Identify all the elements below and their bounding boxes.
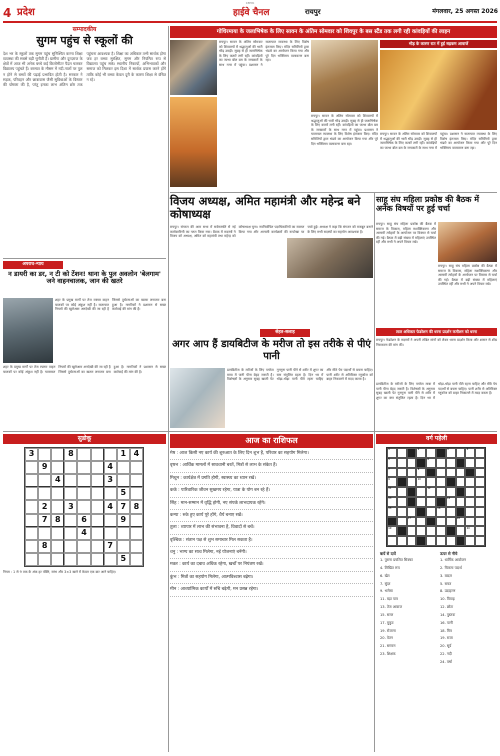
crossword-clue: 15. सरल	[380, 612, 394, 617]
sudoku-cell: 9	[117, 514, 130, 527]
sudoku-grid	[24, 447, 144, 567]
crossword-cell	[416, 517, 426, 527]
sudoku-cell	[104, 448, 117, 461]
sudoku-cell	[104, 487, 117, 500]
crossword-cell	[436, 477, 446, 487]
crossword-clue: 6. खेत	[380, 573, 390, 578]
crossword-clue: 7. सुंदर	[380, 581, 391, 586]
col-rule-1	[168, 26, 169, 752]
crossword-clue: 18. मित्र	[440, 628, 452, 633]
sudoku-cell	[104, 514, 117, 527]
health-body: डायबिटीज के मरीजों के लिए पर्याप्त मात्रा में पानी पीना बेहद जरूरी है। विशेषज्ञों के अनुसार सुबह खाली पेट गुनगुना पानी पीने से शरीर में शुगर का स्तर संतुलित रहता है। दिन भर में थोड़ा-थोड़ा पानी पीते रहना चाहिए और मीठे पेय पदार्थों से बचना चाहिए। पानी शरीर से अतिरिक्त ग्लूकोज को बाहर निकालने में मदद करता है।	[227, 368, 373, 382]
crossword-cell: 8	[416, 468, 426, 478]
horoscope-item: कन्या : रुके हुए कार्य पूरे होंगे, धैर्य बनाए रखें।	[170, 513, 373, 522]
sudoku-cell: 8	[64, 448, 77, 461]
crossword-cell	[397, 536, 407, 546]
sudoku-cell	[25, 527, 38, 540]
crossword-cell	[465, 487, 475, 497]
sudoku-cell	[25, 540, 38, 553]
crossword-clue: 17. मुकुट	[380, 620, 394, 625]
crossword-cell	[387, 536, 397, 546]
crossword-cell: 20	[465, 526, 475, 536]
crossword-clue: 16. पानी	[440, 620, 453, 625]
crossword-clue: 21. सम्मान	[380, 644, 396, 649]
sudoku-cell: 3	[64, 500, 77, 513]
city-name: रायपुर	[305, 8, 321, 16]
sudoku-cell	[117, 527, 130, 540]
sudoku-cell	[91, 461, 104, 474]
crossword-clue: 14. पुस्तक	[440, 612, 456, 617]
sudoku-cell: 7	[38, 514, 51, 527]
crime-body: शहर के प्रमुख मार्गों पर तेज रफ्तार वाहन चालकों पर कोई अंकुश नहीं है। यातायात नियमों की खुलेआम अनदेखी की जा रही है जिससे दुर्घटनाओं का खतरा लगातार बना हुआ है। नागरिकों ने प्रशासन से सख्त कार्रवाई की मांग की है।	[55, 298, 166, 312]
crossword-cell	[426, 477, 436, 487]
crossword-cell	[456, 497, 466, 507]
story3-sub-headline: लाल अधिकार फेडरेशन की धरना प्रदर्शन कमीशन को धरना	[376, 328, 497, 336]
sudoku-cell	[91, 500, 104, 513]
crime-body-cont: शहर के प्रमुख मार्गों पर तेज रफ्तार वाहन चालकों पर कोई अंकुश नहीं है। यातायात नियमों की खुलेआम अनदेखी की जा रही है जिससे दुर्घटनाओं का खतरा लगातार बना हुआ है। नागरिकों ने प्रशासन से सख्त कार्रवाई की मांग की है।	[3, 365, 166, 374]
sudoku-cell	[25, 514, 38, 527]
sudoku-cell	[64, 553, 77, 566]
editorial-block	[3, 26, 166, 256]
lead-body: रायपुर। सावन के अंतिम सोमवार को शिवालयों में श्रद्धालुओं की भारी भीड़ उमड़ी। सुबह से ही जलाभिषेक के लिए कतारें लगी रहीं। कांवड़ियों का जत्था बोल बम के जयकारों के साथ नगर में पहुंचा। प्रशासन ने यातायात व्यवस्था के लिए विशेष इंतजाम किए। मंदिर समितियों द्वारा भंडारे का आयोजन किया गया और पूरे दिन भक्तिमय वातावरण बना रहा।	[219, 40, 309, 67]
sudoku-cell: 3	[104, 474, 117, 487]
crossword-clue: 5. सफर	[440, 581, 452, 586]
crossword-cell	[426, 448, 436, 458]
sudoku-cell: 5	[117, 487, 130, 500]
health-body-right: डायबिटीज के मरीजों के लिए पर्याप्त मात्रा में पानी पीना बेहद जरूरी है। विशेषज्ञों के अनुसार सुबह खाली पेट गुनगुना पानी पीने से शरीर में शुगर का स्तर संतुलित रहता है। दिन भर में थोड़ा-थोड़ा पानी पीते रहना चाहिए और मीठे पेय पदार्थों से बचना चाहिए। पानी शरीर से अतिरिक्त ग्लूकोज को बाहर निकालने में मदद करता है।	[376, 382, 497, 400]
crossword-clue: 20. वेतन	[380, 636, 393, 641]
sudoku-cell	[130, 474, 143, 487]
crossword-cell	[465, 517, 475, 527]
sudoku-title: सुडोकू	[3, 434, 166, 444]
crime-label: अपराध-न्याय	[3, 261, 63, 269]
crossword-cell	[465, 477, 475, 487]
story2-photo	[287, 238, 373, 278]
crossword-clue: 2. चिकना पदार्थ	[440, 565, 462, 570]
sudoku-cell	[77, 461, 90, 474]
sudoku-cell	[38, 474, 51, 487]
crossword-cell	[436, 536, 446, 546]
lead-photo-left	[170, 40, 217, 95]
crossword-cell	[465, 497, 475, 507]
sudoku-cell	[104, 553, 117, 566]
crossword-cell	[397, 448, 407, 458]
lead-divider	[170, 192, 497, 193]
sudoku-cell	[117, 461, 130, 474]
crossword-cell	[387, 517, 397, 527]
crossword-clue: 8. उदाहरण	[440, 589, 456, 594]
crossword-clue: 23. शिक्षक	[380, 652, 396, 657]
story2-headline: विजय अध्यक्ष, अमित महामंत्री और महेन्द्र बने कोषाध्यक्ष	[170, 194, 361, 222]
crossword-cell	[397, 517, 407, 527]
crossword-cell	[416, 526, 426, 536]
crossword-clue: 19. राजा	[440, 636, 453, 641]
crossword-cell	[446, 477, 456, 487]
sudoku-cell	[77, 474, 90, 487]
crossword-cell: 14	[446, 497, 456, 507]
crossword-cell	[456, 536, 466, 546]
sudoku-cell	[77, 448, 90, 461]
crossword-cell: 1	[387, 448, 397, 458]
sudoku-cell	[25, 487, 38, 500]
sudoku-cell: 4	[51, 474, 64, 487]
sudoku-cell	[130, 553, 143, 566]
sudoku-cell	[25, 500, 38, 513]
lead-headline: गोधिरमाया के जलाभिषेक के लिए सावन के अंतिम सोमवार को शिवपुर के बस स्टैंड तक लगी रही कांवड़ियों की लाइन	[170, 26, 497, 38]
sudoku-cell	[25, 553, 38, 566]
sudoku-cell	[130, 514, 143, 527]
crossword-down	[440, 558, 497, 753]
crossword-cell: 9	[387, 477, 397, 487]
crossword-clue: 3. बादल	[440, 573, 452, 578]
crossword-cell	[475, 536, 485, 546]
crossword-cell	[475, 517, 485, 527]
crossword-cell	[416, 507, 426, 517]
sudoku-cell: 4	[104, 461, 117, 474]
crossword-cell	[456, 448, 466, 458]
story3-sub-body: रायपुर। फेडरेशन के सदस्यों ने अपनी लंबित मांगों को लेकर धरना प्रदर्शन किया और शासन से शीघ्र निराकरण की मांग की।	[376, 338, 497, 347]
crossword-cell: 4	[465, 448, 475, 458]
horoscope-item: धनु : भाग्य का साथ मिलेगा, नई योजनाएं बनेंगी।	[170, 550, 373, 559]
crossword-cell: 12	[426, 487, 436, 497]
lead-photo-right	[380, 50, 497, 130]
crossword-cell: 19	[387, 526, 397, 536]
crossword-cell	[397, 497, 407, 507]
crossword-cell	[446, 487, 456, 497]
editorial-body: देश भर के स्कूलों तक सुगम पहुंच सुनिश्चित करना शिक्षा व्यवस्था की सबसे बड़ी चुनौती है। ग्रामीण और दूरदराज के क्षेत्रों में आज भी अनेक बच्चे कई किलोमीटर पैदल चलकर विद्यालय पहुंचते हैं। बरसात के मौसम में नदी-नालों पर पुल न होने से बच्चों की पढ़ाई प्रभावित होती है। सरकार ने सड़क, परिवहन और छात्रावास जैसी सुविधाओं के विस्तार की घोषणा की है, परंतु इनका लाभ अंतिम छोर तक पहुंचना आवश्यक है। शिक्षा का अधिकार तभी सार्थक होगा जब हर बच्चा सुरक्षित, सुगम और नियमित रूप से विद्यालय पहुंच सके। स्थानीय निकायों, अभिभावकों और समाज को मिलकर इस दिशा में सार्थक प्रयास करने होंगे ताकि कोई भी बच्चा केवल दूरी के कारण शिक्षा से वंचित न रहे।	[3, 51, 166, 87]
sudoku-cell: 3	[25, 448, 38, 461]
sudoku-cell	[64, 540, 77, 553]
story3-headline: साहू संघ महिला प्रकोष्ठ की बैठक में अनेक विषयों पर हुई चर्चा	[376, 195, 480, 214]
horoscope-item: मकर : कार्य का दबाव अधिक रहेगा, खर्चों पर नियंत्रण रखें।	[170, 562, 373, 571]
editorial-divider	[3, 258, 166, 259]
page-header	[3, 5, 497, 21]
sudoku-cell	[51, 527, 64, 540]
sudoku-cell	[91, 474, 104, 487]
crossword-cell	[475, 477, 485, 487]
horoscope-item: मेष : आज किसी नए कार्य की शुरुआत के लिए दिन शुभ है, परिवार का सहयोग मिलेगा।	[170, 451, 373, 460]
sudoku-cell	[38, 553, 51, 566]
crossword-cell: 2	[416, 448, 426, 458]
crossword-cell: 3	[446, 448, 456, 458]
sudoku-cell: 1	[117, 448, 130, 461]
crossword-cell: 5	[387, 458, 397, 468]
crossword-across-label: बायें से दायें	[380, 551, 396, 556]
sudoku-cell	[51, 487, 64, 500]
crossword-clue: 22. नदी	[440, 652, 452, 657]
horoscope-item: तुला : व्यापार में लाभ की संभावना है, विवादों से बचें।	[170, 525, 373, 534]
crossword-cell	[407, 497, 417, 507]
crossword-clue: 10. विवाह	[440, 597, 455, 602]
sudoku-cell: 8	[130, 500, 143, 513]
crossword-cell	[436, 468, 446, 478]
crossword-clue: 1. धार्मिक आयोजन	[440, 558, 467, 562]
crossword-cell	[436, 448, 446, 458]
crossword-cell	[465, 468, 475, 478]
horoscope-title: आज का राशिफल	[170, 434, 373, 448]
story3-body-cont: रायपुर। साहू संघ महिला प्रकोष्ठ की बैठक में समाज के विकास, महिला सशक्तिकरण और आगामी त्योहारों के आयोजन पर विस्तार से चर्चा की गई। बैठक में बड़ी संख्या में महिलाएं उपस्थित रहीं और सभी ने अपने विचार रखे।	[438, 264, 497, 287]
crossword-cell	[407, 468, 417, 478]
crossword-clue: 1. पुराना प्रचलित सिक्का	[380, 558, 413, 562]
crossword-cell	[397, 468, 407, 478]
crossword-cell	[446, 517, 456, 527]
sudoku-cell	[77, 553, 90, 566]
crossword-cell	[426, 497, 436, 507]
sudoku-cell	[25, 461, 38, 474]
horoscope-item: कर्क : पारिवारिक जीवन सुखमय रहेगा, यात्रा के योग बन रहे हैं।	[170, 488, 373, 497]
crossword-cell	[436, 526, 446, 536]
sudoku-cell: 8	[51, 514, 64, 527]
crossword-cell	[456, 458, 466, 468]
crossword-cell	[416, 536, 426, 546]
crossword-cell: 6	[426, 458, 436, 468]
horoscope-list	[170, 451, 373, 751]
crossword-cell	[397, 477, 407, 487]
sudoku-cell	[38, 448, 51, 461]
col-rule-2	[374, 192, 375, 752]
sudoku-cell: 4	[77, 527, 90, 540]
health-photo	[170, 368, 225, 428]
crossword-cell	[475, 497, 485, 507]
sudoku-instructions: नियम : 1 से 9 तक के अंक हर पंक्ति, स्तंभ और 3×3 खाने में केवल एक बार आने चाहिए।	[3, 570, 117, 574]
crossword-cell	[416, 487, 426, 497]
sudoku-cell	[38, 487, 51, 500]
crossword-cell	[436, 517, 446, 527]
sudoku-cell	[77, 487, 90, 500]
crossword-grid	[386, 447, 486, 547]
horoscope-item: वृश्चिक : संतान पक्ष से शुभ समाचार मिल सकता है।	[170, 538, 373, 547]
sudoku-cell: 2	[38, 500, 51, 513]
sudoku-cell	[51, 540, 64, 553]
crossword-cell	[446, 536, 456, 546]
page-number: 4	[3, 6, 12, 20]
sudoku-cell	[91, 487, 104, 500]
crossword-cell	[397, 458, 407, 468]
lead-body-right: रायपुर। सावन के अंतिम सोमवार को शिवालयों में श्रद्धालुओं की भारी भीड़ उमड़ी। सुबह से ही जलाभिषेक के लिए कतारें लगी रहीं। कांवड़ियों का जत्था बोल बम के जयकारों के साथ नगर में पहुंचा। प्रशासन ने यातायात व्यवस्था के लिए विशेष इंतजाम किए। मंदिर समितियों द्वारा भंडारे का आयोजन किया गया और पूरे दिन भक्तिमय वातावरण बना रहा।	[380, 132, 497, 150]
sudoku-cell	[117, 540, 130, 553]
lead-side-tag: भीड़ के कारण रात में हुई सड़कम आवाजें	[380, 40, 497, 48]
crossword-cell	[426, 507, 436, 517]
crossword-cell: 11	[387, 487, 397, 497]
crossword-cell	[456, 507, 466, 517]
story3-photo	[438, 222, 497, 262]
crossword-cell	[426, 517, 436, 527]
sudoku-cell	[64, 487, 77, 500]
crossword-clue: 4. लिखित रूप	[380, 565, 400, 570]
crossword-clue: 12. छोटा	[440, 605, 454, 610]
crossword-cell	[475, 507, 485, 517]
horoscope-item: वृषभ : आर्थिक मामलों में सावधानी बरतें, मित्रों से लाभ के संकेत हैं।	[170, 463, 373, 472]
crossword-cell	[416, 497, 426, 507]
crime-photo	[3, 298, 53, 363]
sudoku-cell	[91, 540, 104, 553]
crossword-cell	[436, 497, 446, 507]
sudoku-cell	[77, 540, 90, 553]
sudoku-cell	[51, 500, 64, 513]
mid-divider	[3, 431, 497, 432]
crossword-cell: 16	[436, 507, 446, 517]
lead-photo-bottom	[170, 97, 217, 187]
crossword-cell	[416, 458, 426, 468]
issue-date: मंगलवार, 25 अगस्त 2026	[432, 8, 498, 15]
crossword-cell: 13	[387, 497, 397, 507]
crossword-cell	[407, 526, 417, 536]
editorial-label: सम्पादकीय	[72, 26, 97, 33]
sudoku-cell	[91, 527, 104, 540]
crossword-cell	[446, 526, 456, 536]
health-label: सेहत-सलाह	[260, 329, 310, 337]
crossword-cell	[456, 468, 466, 478]
sudoku-cell	[51, 553, 64, 566]
crossword-cell	[407, 458, 417, 468]
sudoku-cell	[117, 474, 130, 487]
crossword-cell	[475, 468, 485, 478]
crossword-cell	[436, 487, 446, 497]
health-headline: अगर आप हैं डायबिटीज के मरीज तो इस तरीके से पीएं पानी	[172, 339, 371, 362]
sudoku-cell: 6	[77, 514, 90, 527]
crossword-cell	[465, 507, 475, 517]
sudoku-cell	[38, 527, 51, 540]
crossword-cell	[426, 536, 436, 546]
sudoku-cell	[25, 474, 38, 487]
sudoku-cell	[64, 461, 77, 474]
crossword-clue: 9. भरोसा	[380, 589, 393, 594]
crossword-cell	[407, 487, 417, 497]
crossword-cell	[465, 458, 475, 468]
horoscope-item: मिथुन : कार्यक्षेत्र में प्रगति होगी, स्वास्थ्य का ध्यान रखें।	[170, 476, 373, 485]
horoscope-item: मीन : आध्यात्मिक कार्यों में रुचि बढ़ेगी, मन प्रसन्न रहेगा।	[170, 587, 373, 596]
horoscope-item: सिंह : मान-सम्मान में वृद्धि होगी, नए संपर्क लाभदायक रहेंगे।	[170, 501, 373, 510]
crossword-cell: 15	[387, 507, 397, 517]
sudoku-cell	[64, 527, 77, 540]
crossword-cell	[475, 458, 485, 468]
crossword-cell	[475, 487, 485, 497]
crime-headline: न डायरी का डर, न टी को टेंशन! थाना के पुल अवलोन 'बेलगाम' जने वाहनचालक, जान की खतरे	[8, 270, 161, 286]
crossword-cell	[446, 458, 456, 468]
lead-photo-center	[311, 40, 378, 112]
sudoku-cell	[51, 461, 64, 474]
crossword-title: वर्ग पहेली	[376, 434, 497, 444]
sudoku-cell	[91, 448, 104, 461]
crossword-cell: 10	[416, 477, 426, 487]
crossword-cell	[407, 448, 417, 458]
sudoku-cell: 7	[117, 500, 130, 513]
crossword-down-label: ऊपर से नीचे	[440, 551, 458, 556]
paper-name: हाईवे चैनल	[233, 8, 270, 18]
brand-top: CMYK	[245, 1, 255, 5]
crossword-cell	[446, 507, 456, 517]
crossword-cell	[475, 448, 485, 458]
editorial-title: सुगम पहुंच से स्कूलों की	[36, 34, 133, 47]
lead-body-cont: रायपुर। सावन के अंतिम सोमवार को शिवालयों में श्रद्धालुओं की भारी भीड़ उमड़ी। सुबह से ही जलाभिषेक के लिए कतारें लगी रहीं। कांवड़ियों का जत्था बोल बम के जयकारों के साथ नगर में पहुंचा। प्रशासन ने यातायात व्यवस्था के लिए विशेष इंतजाम किए। मंदिर समितियों द्वारा भंडारे का आयोजन किया गया और पूरे दिन भक्तिमय वातावरण बना रहा।	[311, 114, 378, 146]
sudoku-cell	[130, 540, 143, 553]
sudoku-cell	[51, 448, 64, 461]
sudoku-cell: 9	[38, 461, 51, 474]
sudoku-cell: 5	[117, 553, 130, 566]
sudoku-cell	[130, 527, 143, 540]
crossword-clue: 11. बड़ा पात्र	[380, 597, 398, 602]
masthead-rule	[3, 21, 497, 23]
sudoku-cell: 4	[104, 500, 117, 513]
crossword-cell	[456, 487, 466, 497]
crossword-cell	[446, 468, 456, 478]
sudoku-cell	[91, 514, 104, 527]
sudoku-cell: 4	[130, 448, 143, 461]
sudoku-cell: 7	[104, 540, 117, 553]
crossword-cell	[436, 458, 446, 468]
crossword-clue: 24. वर्षा	[440, 659, 452, 664]
crossword-cell	[465, 536, 475, 546]
crossword-cell: 18	[456, 517, 466, 527]
sudoku-cell	[130, 487, 143, 500]
crossword-cell	[397, 487, 407, 497]
sudoku-cell	[64, 514, 77, 527]
section-name: प्रदेश	[17, 7, 35, 18]
sudoku-cell	[91, 553, 104, 566]
crossword-clue: 13. तेज आवाज	[380, 605, 402, 610]
crossword-cell: 7	[387, 468, 397, 478]
story3-body: रायपुर। साहू संघ महिला प्रकोष्ठ की बैठक में समाज के विकास, महिला सशक्तिकरण और आगामी त्योहारों के आयोजन पर विस्तार से चर्चा की गई। बैठक में बड़ी संख्या में महिलाएं उपस्थित रहीं और सभी ने अपने विचार रखे।	[376, 222, 436, 245]
crossword-cell	[426, 526, 436, 536]
crossword-cell	[397, 526, 407, 536]
sudoku-cell	[130, 461, 143, 474]
horoscope-item: कुंभ : मित्रों का सहयोग मिलेगा, आत्मविश्वास बढ़ेगा।	[170, 575, 373, 584]
sudoku-cell: 8	[38, 540, 51, 553]
crossword-cell	[407, 477, 417, 487]
sudoku-cell	[77, 500, 90, 513]
crossword-cell	[407, 507, 417, 517]
crossword-cell	[407, 536, 417, 546]
crossword-cell	[456, 477, 466, 487]
sudoku-cell	[64, 474, 77, 487]
crossword-clue: 19. रोजाना	[380, 628, 396, 633]
crossword-cell	[456, 526, 466, 536]
crossword-across	[380, 558, 437, 753]
crossword-cell: 17	[407, 517, 417, 527]
crossword-clue: 20. सूर्य	[440, 644, 452, 649]
crossword-cell	[397, 507, 407, 517]
crossword-cell	[426, 468, 436, 478]
sudoku-cell	[104, 527, 117, 540]
story2-body: रायपुर। संगठन की आम सभा में सर्वसम्मति से नई कार्यकारिणी का गठन किया गया। बैठक में सदस्यों ने विजय को अध्यक्ष, अमित को महामंत्री तथा महेन्द्र को कोषाध्यक्ष चुना। नवनिर्वाचित पदाधिकारियों का स्वागत किया गया और आगामी कार्यक्रमों की रूपरेखा पर चर्चा हुई। अध्यक्ष ने कहा कि संगठन को मजबूत बनाने के लिए सभी सदस्यों का सहयोग आवश्यक है।	[170, 225, 373, 239]
crossword-cell	[475, 526, 485, 536]
